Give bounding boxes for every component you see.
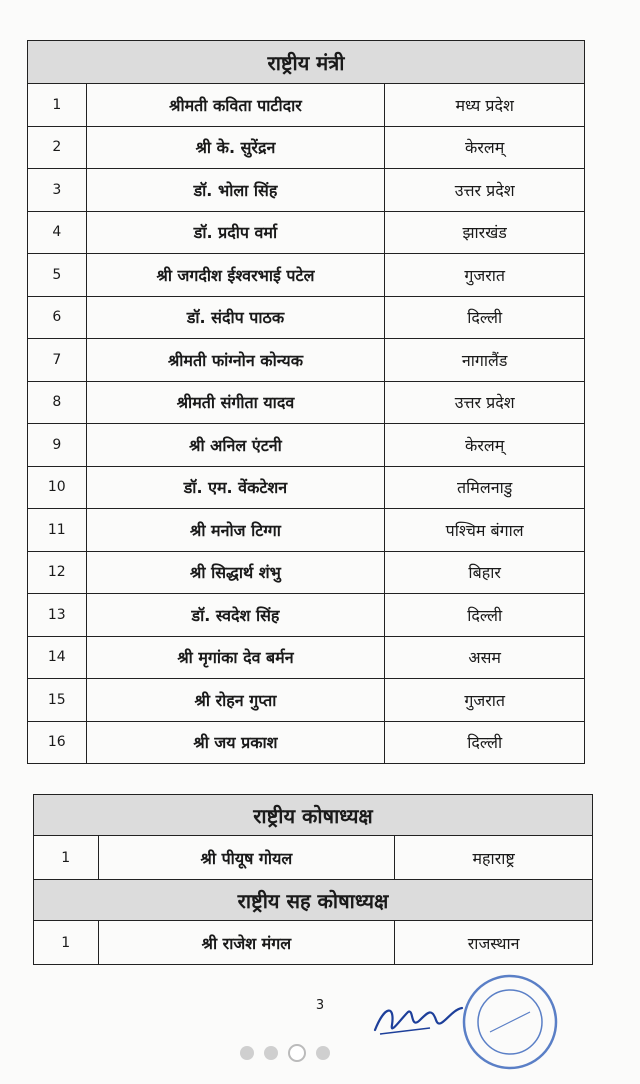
carousel-dot[interactable]	[288, 1044, 306, 1062]
table-row	[34, 836, 593, 880]
stamp-seal-icon	[450, 972, 570, 1072]
member-name: श्री राजेश मंगल	[98, 921, 395, 965]
table-row	[28, 254, 585, 297]
row-number: 15	[28, 679, 87, 722]
table-row	[28, 509, 585, 552]
member-name: श्री मृगांका देव बर्मन	[86, 636, 385, 679]
member-state: केरलम्	[385, 126, 585, 169]
carousel-dot[interactable]	[240, 1046, 254, 1060]
member-state: असम	[385, 636, 585, 679]
table-row	[28, 594, 585, 637]
row-number: 13	[28, 594, 87, 637]
member-state: महाराष्ट्र	[395, 836, 593, 880]
row-number: 8	[28, 381, 87, 424]
table-row	[28, 211, 585, 254]
member-state: बिहार	[385, 551, 585, 594]
member-name: श्रीमती फांग्नोन कोन्यक	[86, 339, 385, 382]
member-name: श्री जय प्रकाश	[86, 721, 385, 764]
row-number: 2	[28, 126, 87, 169]
row-number: 9	[28, 424, 87, 467]
co-treasurer-header: राष्ट्रीय सह कोषाध्यक्ष	[34, 880, 593, 921]
carousel-indicator	[240, 1044, 330, 1062]
table-row	[28, 721, 585, 764]
member-state: पश्चिम बंगाल	[385, 509, 585, 552]
table-row	[28, 466, 585, 509]
member-state: केरलम्	[385, 424, 585, 467]
member-state: उत्तर प्रदेश	[385, 169, 585, 212]
member-name: श्री के. सुरेंद्रन	[86, 126, 385, 169]
table-row	[28, 296, 585, 339]
row-number: 16	[28, 721, 87, 764]
row-number: 5	[28, 254, 87, 297]
member-state: झारखंड	[385, 211, 585, 254]
row-number: 10	[28, 466, 87, 509]
table-row	[28, 636, 585, 679]
table-row	[28, 84, 585, 127]
member-name: श्री रोहन गुप्ता	[86, 679, 385, 722]
member-state: राजस्थान	[395, 921, 593, 965]
row-number: 1	[28, 84, 87, 127]
member-name: डॉ. प्रदीप वर्मा	[86, 211, 385, 254]
table-row	[28, 424, 585, 467]
table-row	[34, 921, 593, 965]
row-number: 4	[28, 211, 87, 254]
row-number: 1	[34, 921, 99, 965]
carousel-dot[interactable]	[264, 1046, 278, 1060]
row-number: 1	[34, 836, 99, 880]
member-state: गुजरात	[385, 254, 585, 297]
member-name: श्रीमती संगीता यादव	[86, 381, 385, 424]
row-number: 11	[28, 509, 87, 552]
treasurer-table	[33, 794, 593, 965]
member-state: मध्य प्रदेश	[385, 84, 585, 127]
member-name: डॉ. एम. वेंकटेशन	[86, 466, 385, 509]
row-number: 12	[28, 551, 87, 594]
ministers-table	[27, 40, 585, 764]
member-state: उत्तर प्रदेश	[385, 381, 585, 424]
member-name: श्री सिद्धार्थ शंभु	[86, 551, 385, 594]
row-number: 7	[28, 339, 87, 382]
member-name: श्री जगदीश ईश्वरभाई पटेल	[86, 254, 385, 297]
page-number: 3	[315, 998, 325, 1013]
member-state: दिल्ली	[385, 594, 585, 637]
table-row	[28, 381, 585, 424]
member-name: श्री पीयूष गोयल	[98, 836, 395, 880]
member-name: श्री अनिल एंटनी	[86, 424, 385, 467]
carousel-dot[interactable]	[316, 1046, 330, 1060]
table-row	[28, 339, 585, 382]
member-state: नागालैंड	[385, 339, 585, 382]
ministers-header: राष्ट्रीय मंत्री	[28, 41, 585, 84]
member-state: गुजरात	[385, 679, 585, 722]
row-number: 3	[28, 169, 87, 212]
table-row	[28, 126, 585, 169]
member-name: डॉ. भोला सिंह	[86, 169, 385, 212]
member-name: श्रीमती कविता पाटीदार	[86, 84, 385, 127]
member-state: तमिलनाडु	[385, 466, 585, 509]
treasurer-header: राष्ट्रीय कोषाध्यक्ष	[34, 795, 593, 836]
member-name: श्री मनोज टिग्गा	[86, 509, 385, 552]
member-name: डॉ. संदीप पाठक	[86, 296, 385, 339]
table-row	[28, 169, 585, 212]
table-row	[28, 551, 585, 594]
row-number: 14	[28, 636, 87, 679]
row-number: 6	[28, 296, 87, 339]
member-state: दिल्ली	[385, 721, 585, 764]
member-state: दिल्ली	[385, 296, 585, 339]
member-name: डॉ. स्वदेश सिंह	[86, 594, 385, 637]
table-row	[28, 679, 585, 722]
